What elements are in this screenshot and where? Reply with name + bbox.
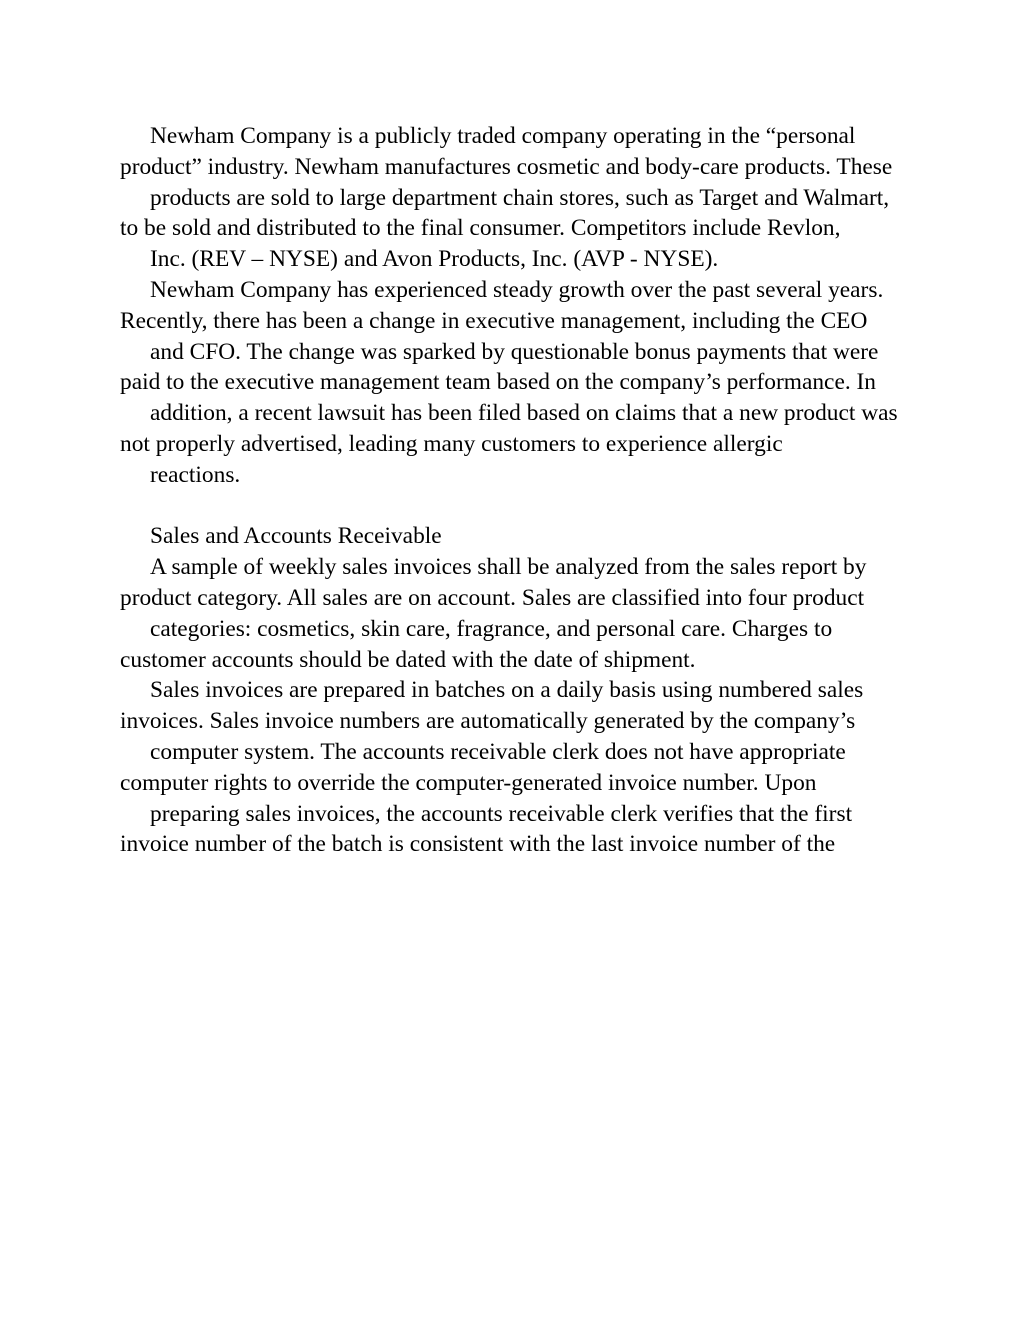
paragraph: Inc. (REV – NYSE) and Avon Products, Inc. (AVP - NYSE). xyxy=(150,246,719,273)
section-heading: Sales and Accounts Receivable xyxy=(150,523,442,550)
paragraph: reactions. xyxy=(150,461,241,488)
paragraph: Sales invoices are prepared in batches on a daily basis using numbered sales invoices. Sales invoice numbers are automatically generated by the company’s xyxy=(120,677,864,735)
paragraph: products are sold to large department chain stores, such as Target and Walmart, to be sold and distributed to the final consumer. Competitors include Revlon, xyxy=(120,184,890,242)
document-body xyxy=(120,121,910,860)
paragraph: Newham Company has experienced steady growth over the past several years. Recently, there has been a change in executive management, including the CEO xyxy=(120,276,884,334)
paragraph: addition, a recent lawsuit has been filed based on claims that a new product was not properly advertised, leading many customers to experience allergic xyxy=(120,400,898,457)
paragraph: preparing sales invoices, the accounts receivable clerk verifies that the first invoice number of the batch is consistent with the last invoice number of the xyxy=(120,800,853,858)
paragraph: computer system. The accounts receivable clerk does not have appropriate computer rights to override the computer-generated invoice number. Upon xyxy=(120,738,846,796)
paragraph: and CFO. The change was sparked by questionable bonus payments that were paid to the executive management team based on the company’s performance. In xyxy=(120,338,879,396)
paragraph: A sample of weekly sales invoices shall be analyzed from the sales report by product category. All sales are on account. Sales are classified into four product xyxy=(120,554,867,611)
paragraph: Newham Company is a publicly traded company operating in the “personal product” industry. Newham manufactures cosmetic and body-care products. These xyxy=(120,123,893,180)
paragraph-spacer xyxy=(120,491,910,522)
paragraph: categories: cosmetics, skin care, fragrance, and personal care. Charges to customer accounts should be dated with the date of shipment. xyxy=(120,615,833,673)
